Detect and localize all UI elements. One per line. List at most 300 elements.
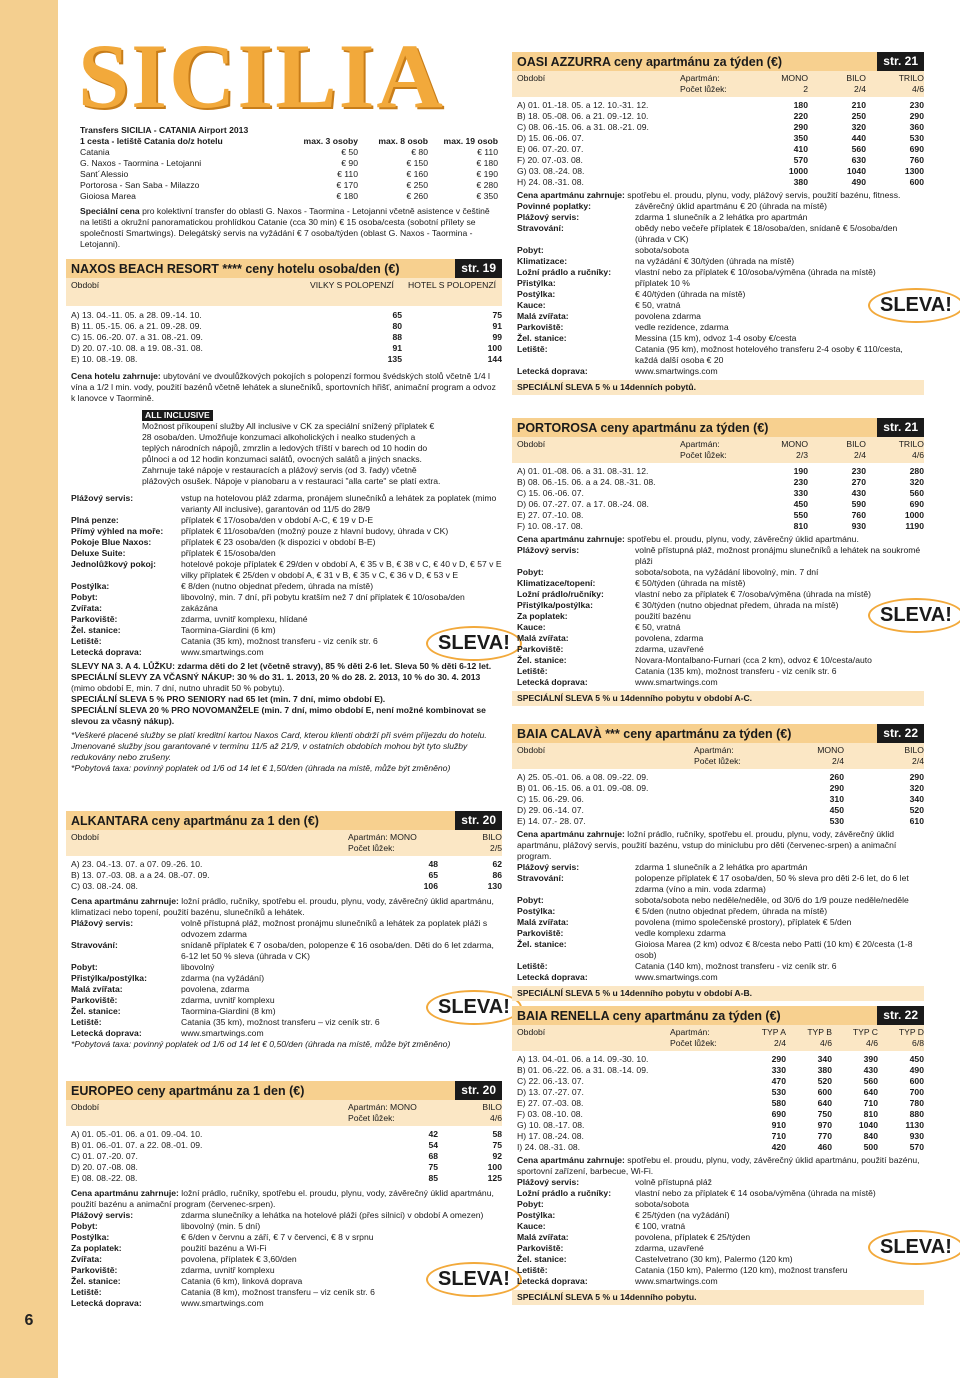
price-cell: 1000 bbox=[788, 166, 808, 176]
sleva-badge: SLEVA! bbox=[426, 990, 522, 1025]
info-label: Letecká doprava: bbox=[71, 647, 142, 657]
price-cell: 290 bbox=[829, 783, 844, 793]
info-value: www.smartwings.com bbox=[635, 677, 718, 687]
info-value: Taormina-Giardini (6 km) bbox=[181, 625, 276, 635]
calava-header: BAIA CALAVÀ *** ceny apartmánu za týden (€) str. 22 bbox=[512, 724, 924, 743]
period-cell: E) 06. 07.-20. 07. bbox=[517, 144, 584, 154]
info-row bbox=[512, 600, 924, 611]
info-row bbox=[512, 961, 924, 972]
info-label: Parkoviště: bbox=[71, 614, 118, 624]
info-value: www.smartwings.com bbox=[181, 647, 264, 657]
note: Jmenované služby jsou garantované v termínu 11/5 až 21/9, v ostatních obdobích mohou být tyto služby redukovány nebo zrušeny. bbox=[71, 741, 468, 762]
info-value: € 40/týden (úhrada na místě) bbox=[635, 289, 746, 299]
price-cell: 330 bbox=[793, 488, 808, 498]
renella-includes: Cena apartmánu zahrnuje: spotřebu el. proudu, plynu, vody, závěrečný úklid apartmánu, použití bazénu, sportovní zařízení, barbecue, Wi-Fi. bbox=[517, 1155, 920, 1176]
info-label: Malá zvířata: bbox=[517, 917, 569, 927]
price-cell: 250 bbox=[851, 111, 866, 121]
period-cell: C) 01. 07.-20. 07. bbox=[71, 1151, 138, 1161]
header-cell: 2/4 bbox=[912, 756, 924, 766]
price-cell: 100 bbox=[487, 343, 502, 353]
price-cell: 390 bbox=[863, 1054, 878, 1064]
info-row bbox=[512, 1199, 924, 1210]
price-cell: 65 bbox=[392, 310, 402, 320]
info-value: povolena, zdarma bbox=[635, 633, 704, 643]
info-label: Postýlka: bbox=[517, 906, 556, 916]
price-cell: 220 bbox=[793, 111, 808, 121]
price-cell: 135 bbox=[387, 354, 402, 364]
alkantara-header: ALKANTARA ceny apartmánu za 1 den (€) str. 20 bbox=[66, 811, 502, 830]
info-row bbox=[512, 906, 924, 917]
price-cell: 58 bbox=[492, 1129, 502, 1139]
info-value: € 100, vratná bbox=[635, 1221, 686, 1231]
info-row bbox=[512, 644, 924, 655]
transfer-cell: € 190 bbox=[476, 169, 498, 179]
info-row bbox=[66, 614, 502, 625]
naxos-col-header: Období VILKY S POLOPENZÍ HOTEL S POLOPENZÍ bbox=[66, 278, 502, 306]
info-row bbox=[512, 611, 924, 622]
header-row bbox=[517, 84, 924, 95]
info-label: Kauce: bbox=[517, 300, 546, 310]
renella-header: BAIA RENELLA ceny apartmánu za týden (€) str. 22 bbox=[512, 1006, 924, 1025]
info-value: € 6/den v červnu a září, € 7 v červenci, € 8 v srpnu bbox=[181, 1232, 374, 1242]
price-cell: 290 bbox=[793, 122, 808, 132]
info-label: Letiště: bbox=[517, 666, 548, 676]
header-row bbox=[517, 1038, 924, 1049]
price-cell: 690 bbox=[771, 1109, 786, 1119]
info-value: hotelové pokoje příplatek € 29/den v období A, € 35 v B, € 38 v C, € 40 v D, € 57 v E vilky příplatek € 25/den v období A, € 31 v B, € 35 v C, € 36 v D, € 53 v E bbox=[181, 559, 502, 580]
portorosa-col-header bbox=[512, 437, 924, 463]
info-value: Catania (95 km), možnost hotelového transferu 2-4 osoby € 110/cesta, každá další osoba € 20 bbox=[635, 344, 903, 365]
price-cell: 290 bbox=[909, 772, 924, 782]
period-cell: B) 13. 07.-03. 08. a a 24. 08.-07. 09. bbox=[71, 870, 210, 880]
header-cell: Období bbox=[517, 745, 546, 755]
info-row bbox=[512, 589, 924, 600]
period-cell: A) 23. 04.-13. 07. a 07. 09.-26. 10. bbox=[71, 859, 203, 869]
europeo-header: EUROPEO ceny apartmánu za 1 den (€) str. 20 bbox=[66, 1081, 502, 1100]
info-row bbox=[512, 633, 924, 644]
info-label: Pokoje Blue Naxos: bbox=[71, 537, 152, 547]
table-row bbox=[512, 144, 924, 155]
period-cell: F) 03. 08.-10. 08. bbox=[517, 1109, 583, 1119]
info-label: Stravování: bbox=[517, 873, 564, 883]
header-cell: 2/3 bbox=[796, 450, 808, 460]
price-cell: 710 bbox=[863, 1098, 878, 1108]
table-row bbox=[512, 1098, 924, 1109]
price-cell: 340 bbox=[909, 794, 924, 804]
price-cell: 600 bbox=[909, 1076, 924, 1086]
price-cell: 490 bbox=[909, 1065, 924, 1075]
info-value: www.smartwings.com bbox=[181, 1028, 264, 1038]
info-row bbox=[512, 1177, 924, 1188]
info-label: Klimatizace/topení: bbox=[517, 578, 596, 588]
info-label: Za poplatek: bbox=[517, 611, 568, 621]
price-cell: 450 bbox=[909, 1054, 924, 1064]
price-cell: 230 bbox=[909, 100, 924, 110]
info-row bbox=[512, 567, 924, 578]
header-cell: 2/4 bbox=[854, 84, 866, 94]
header-cell: MONO bbox=[817, 745, 844, 755]
transfer-cell: € 150 bbox=[406, 158, 428, 168]
info-value: Catania (8 km), možnost transferu – viz ceník str. 6 bbox=[181, 1287, 375, 1297]
price-cell: 106 bbox=[423, 881, 438, 891]
table-row bbox=[512, 466, 924, 477]
price-cell: 430 bbox=[851, 488, 866, 498]
table-row bbox=[512, 477, 924, 488]
transfer-cell: € 180 bbox=[336, 191, 358, 201]
period-cell: B) 01. 06.-22. 06. a 31. 08.-14. 09. bbox=[517, 1065, 649, 1075]
period-cell: D) 20. 07.-08. 08. bbox=[71, 1162, 138, 1172]
info-row bbox=[512, 1210, 924, 1221]
portorosa-header: PORTOROSA ceny apartmánu za týden (€) str. 21 bbox=[512, 418, 924, 437]
info-row bbox=[512, 212, 924, 223]
price-cell: 450 bbox=[829, 805, 844, 815]
price-cell: 690 bbox=[909, 144, 924, 154]
table-row bbox=[66, 321, 502, 332]
note: *Pobytová taxa: povinný poplatek od 1/6 od 14 let € 1,50/den (úhrada na místě, může být změněno) bbox=[71, 763, 451, 773]
oasi-header: OASI AZZURRA ceny apartmánu za týden (€) str. 21 bbox=[512, 52, 924, 71]
period-cell: G) 03. 08.-24. 08. bbox=[517, 166, 585, 176]
price-cell: 80 bbox=[392, 321, 402, 331]
period-cell: E) 10. 08.-19. 08. bbox=[71, 354, 138, 364]
info-row bbox=[66, 581, 502, 592]
info-label: Stravování: bbox=[517, 223, 564, 233]
header-cell: Apartmán: bbox=[694, 745, 734, 755]
transfer-cell: € 50 bbox=[341, 147, 358, 157]
portorosa-special: SPECIÁLNÍ SLEVA 5 % u 14denního pobytu v období A-C. bbox=[512, 691, 924, 706]
info-value: volně přístupná pláž bbox=[635, 1177, 712, 1187]
info-value: Catania (35 km), možnost transferu – viz ceník str. 6 bbox=[181, 1017, 380, 1027]
info-label: Letiště: bbox=[71, 1287, 102, 1297]
price-cell: 840 bbox=[863, 1131, 878, 1141]
price-cell: 600 bbox=[909, 177, 924, 187]
info-value: www.smartwings.com bbox=[635, 972, 718, 982]
info-label: Plná penze: bbox=[71, 515, 119, 525]
info-value: volně přístupná pláž, možnost pronájmu slunečníků a lehátek za poplatek pláži s odvozem zdarma bbox=[181, 918, 488, 939]
info-label: Plážový servis: bbox=[517, 545, 580, 555]
info-label: Zvířata: bbox=[71, 1254, 103, 1264]
info-value: zdarma 1 slunečník a 2 lehátka pro apartmán bbox=[635, 862, 808, 872]
transfer-row bbox=[80, 180, 498, 191]
info-label: Plážový servis: bbox=[71, 1210, 134, 1220]
header-cell: Apartmán: bbox=[680, 73, 720, 83]
info-label: Přistýlka/postýlka: bbox=[71, 973, 147, 983]
info-value: příplatek € 11/osoba/den (možný pouze z hlavní budovy, úhrada v CK) bbox=[181, 526, 449, 536]
info-value: € 8/den (nutno objednat předem, úhrada na místě) bbox=[181, 581, 374, 591]
portorosa-section bbox=[512, 418, 924, 706]
price-cell: 780 bbox=[909, 1098, 924, 1108]
info-label: Pobyt: bbox=[517, 1199, 544, 1209]
info-row bbox=[512, 311, 924, 322]
price-cell: 92 bbox=[492, 1151, 502, 1161]
info-row bbox=[512, 1254, 924, 1265]
price-cell: 530 bbox=[909, 133, 924, 143]
table-row bbox=[512, 1120, 924, 1131]
transfer-cell: Gioiosa Marea bbox=[80, 191, 136, 201]
price-cell: 125 bbox=[487, 1173, 502, 1183]
renella-col-header bbox=[512, 1025, 924, 1051]
header-cell: BILO bbox=[904, 745, 924, 755]
info-row bbox=[512, 278, 924, 289]
info-row bbox=[66, 1298, 502, 1309]
info-label: Pobyt: bbox=[517, 567, 544, 577]
info-value: obědy nebo večeře příplatek € 18/osoba/den, snídaně € 5/osoba/den (úhrada v CK) bbox=[635, 223, 898, 244]
price-cell: 380 bbox=[793, 177, 808, 187]
info-value: povolena (mimo společenské prostory), příplatek € 5/den bbox=[635, 917, 852, 927]
period-cell: C) 03. 08.-24. 08. bbox=[71, 881, 138, 891]
transfer-row bbox=[80, 158, 498, 169]
period-cell: F) 20. 07.-03. 08. bbox=[517, 155, 583, 165]
table-row bbox=[512, 1087, 924, 1098]
table-row bbox=[66, 1162, 502, 1173]
price-cell: 930 bbox=[851, 521, 866, 531]
info-row bbox=[66, 984, 502, 995]
info-value: libovolný bbox=[181, 962, 215, 972]
info-label: Letecká doprava: bbox=[71, 1028, 142, 1038]
info-row bbox=[66, 1254, 502, 1265]
price-cell: 99 bbox=[492, 332, 502, 342]
info-value: Gioiosa Marea (2 km) odvoz € 8/cesta nebo Patti (10 km) € 20/cesta (1-8 osob) bbox=[635, 939, 913, 960]
price-cell: 530 bbox=[829, 816, 844, 826]
price-cell: 910 bbox=[771, 1120, 786, 1130]
portorosa-includes: Cena apartmánu zahrnuje: spotřebu el. proudu, plynu, vody, závěrečný úklid apartmánu. bbox=[517, 534, 859, 544]
page-number: 6 bbox=[24, 1312, 34, 1329]
info-value: snídaně příplatek € 7 osoba/den, polopenze € 16 osoba/den. Děti do 6 let zdarma, 6-12 let 50 % sleva (úhrada v CK) bbox=[181, 940, 494, 961]
header-cell bbox=[517, 1038, 670, 1049]
info-value: Catania (150 km), Palermo (120 km), možnost transferu bbox=[635, 1265, 848, 1275]
info-value: libovolný (min. 5 dní) bbox=[181, 1221, 261, 1231]
page-title: SICILIA bbox=[78, 25, 445, 127]
info-label: Letecká doprava: bbox=[517, 677, 588, 687]
info-row bbox=[66, 548, 502, 559]
price-cell: 640 bbox=[817, 1098, 832, 1108]
price-cell: 1300 bbox=[904, 166, 924, 176]
info-row bbox=[512, 622, 924, 633]
transfer-cell: € 350 bbox=[476, 191, 498, 201]
info-value: Novara-Montalbano-Furnari (cca 2 km), odvoz € 10/cesta/auto bbox=[635, 655, 872, 665]
header-row bbox=[517, 756, 924, 767]
info-value: libovolný, min. 7 dní, při pobytu kratším než 7 dní příplatek € 10/osoba/den bbox=[181, 592, 465, 602]
info-label: Ložní prádlo/ručníky: bbox=[517, 589, 604, 599]
header-cell: 4/6 bbox=[912, 450, 924, 460]
naxos-section bbox=[66, 259, 502, 774]
table-row bbox=[66, 1151, 502, 1162]
info-value: vstup na hotelovou pláž zdarma, pronájem slunečníků a lehátek za poplatek (mimo varianty All inclusive), garantován od 11/5 do 28/9 bbox=[181, 493, 497, 514]
price-cell: 560 bbox=[863, 1076, 878, 1086]
price-cell: 500 bbox=[863, 1142, 878, 1152]
info-value: Castelvetrano (30 km), Palermo (120 km) bbox=[635, 1254, 793, 1264]
calava-section bbox=[512, 724, 924, 1001]
period-cell: B) 01. 06.-01. 07. a 22. 08.-01. 09. bbox=[71, 1140, 203, 1150]
info-label: Letecká doprava: bbox=[517, 1276, 588, 1286]
price-cell: 770 bbox=[817, 1131, 832, 1141]
info-value: použití bazénu bbox=[635, 611, 691, 621]
table-row bbox=[512, 510, 924, 521]
header-cell: BILO bbox=[846, 439, 866, 449]
transfer-row bbox=[80, 191, 498, 202]
info-row bbox=[66, 603, 502, 614]
table-row bbox=[512, 794, 924, 805]
period-cell: H) 24. 08.-31. 08. bbox=[517, 177, 584, 187]
price-cell: 570 bbox=[793, 155, 808, 165]
price-cell: 230 bbox=[793, 477, 808, 487]
info-value: vlastní nebo za příplatek € 10/osoba/výměna (úhrada na místě) bbox=[635, 267, 876, 277]
period-cell: E) 14. 07.- 28. 07. bbox=[517, 816, 586, 826]
alkantara-includes: Cena apartmánu zahrnuje: ložní prádlo, ručníky, spotřebu el. proudu, plynu, vody, závěrečný úklid apartmánu, klimatizaci nebo topení, použití bazénu, slunečníků a lehátek. bbox=[71, 896, 494, 917]
header-cell: TYP C bbox=[852, 1027, 878, 1037]
info-row bbox=[66, 526, 502, 537]
price-cell: 130 bbox=[487, 881, 502, 891]
info-value: příplatek € 15/osoba/den bbox=[181, 548, 276, 558]
price-cell: 68 bbox=[428, 1151, 438, 1161]
table-row bbox=[512, 155, 924, 166]
header-cell: 2/4 bbox=[854, 450, 866, 460]
info-value: zdarma, uvnitř komplexu, hlídané bbox=[181, 614, 308, 624]
header-cell: Období bbox=[517, 1027, 546, 1037]
table-row bbox=[512, 1109, 924, 1120]
header-cell: TRILO bbox=[898, 73, 924, 83]
info-value: vlastní nebo za příplatek € 7/osoba/výměna (úhrada na místě) bbox=[635, 589, 871, 599]
info-label: Parkoviště: bbox=[517, 1243, 564, 1253]
renella-section bbox=[512, 1006, 924, 1305]
info-value: € 50, vratná bbox=[635, 300, 681, 310]
info-label: Ložní prádlo a ručníky: bbox=[517, 267, 612, 277]
price-cell: 48 bbox=[428, 859, 438, 869]
info-value: Catania (135 km), možnost transferu - viz ceník str. 6 bbox=[635, 666, 837, 676]
header-cell: 4/6 bbox=[820, 1038, 832, 1048]
info-row bbox=[512, 545, 924, 567]
note: *Veškeré placené služby se platí kreditní kartou Naxos Card, kterou klienti obdrží při svém příjezdu do hotelu. bbox=[71, 730, 487, 740]
transfer-cell: € 160 bbox=[406, 169, 428, 179]
header-cell: Apartmán: bbox=[670, 1027, 710, 1037]
info-row bbox=[512, 1232, 924, 1243]
header-cell: Počet lůžek: bbox=[694, 756, 741, 766]
price-cell: 630 bbox=[851, 155, 866, 165]
info-row bbox=[512, 1276, 924, 1287]
info-value: zakázána bbox=[181, 603, 218, 613]
period-cell: C) 15. 06.-20. 07. a 31. 08.-21. 09. bbox=[71, 332, 203, 342]
header-cell: Období bbox=[517, 73, 546, 83]
price-cell: 1190 bbox=[905, 521, 924, 531]
price-cell: 970 bbox=[817, 1120, 832, 1130]
transfers-heading: Transfers SICILIA - CATANIA Airport 2013 bbox=[80, 125, 249, 135]
price-cell: 270 bbox=[851, 477, 866, 487]
transfer-row bbox=[80, 169, 498, 180]
period-cell: A) 13. 04.-11. 05. a 28. 09.-14. 10. bbox=[71, 310, 202, 320]
header-row bbox=[517, 439, 924, 450]
table-row bbox=[512, 1076, 924, 1087]
price-cell: 710 bbox=[771, 1131, 786, 1141]
transfer-cell: € 170 bbox=[336, 180, 358, 190]
price-cell: 260 bbox=[829, 772, 844, 782]
info-row bbox=[512, 267, 924, 278]
header-cell: TYP B bbox=[807, 1027, 832, 1037]
price-cell: 600 bbox=[817, 1087, 832, 1097]
table-row bbox=[512, 521, 924, 532]
table-row bbox=[512, 1131, 924, 1142]
price-cell: 450 bbox=[793, 499, 808, 509]
info-row bbox=[512, 677, 924, 688]
price-cell: 380 bbox=[817, 1065, 832, 1075]
header-row bbox=[517, 745, 924, 756]
info-value: na vyžádání € 30/týden (úhrada na místě) bbox=[635, 256, 795, 266]
transfer-cell: Catania bbox=[80, 147, 110, 157]
price-cell: 1040 bbox=[846, 166, 866, 176]
info-value: € 5/den (nutno objednat předem, úhrada na místě) bbox=[635, 906, 828, 916]
calava-special: SPECIÁLNÍ SLEVA 5 % u 14denního pobytu v období A-B. bbox=[512, 986, 924, 1001]
period-cell: C) 08. 06.-15. 06. a 31. 08.-21. 09. bbox=[517, 122, 649, 132]
period-cell: C) 22. 06.-13. 07. bbox=[517, 1076, 584, 1086]
price-cell: 230 bbox=[851, 466, 866, 476]
info-row bbox=[66, 962, 502, 973]
info-label: Malá zvířata: bbox=[517, 311, 569, 321]
transfer-cell: € 90 bbox=[341, 158, 358, 168]
table-row bbox=[512, 499, 924, 510]
period-cell: D) 20. 07.-10. 08. a 19. 08.-31. 08. bbox=[71, 343, 203, 353]
header-cell bbox=[517, 450, 680, 461]
period-cell: C) 15. 06.-06. 07. bbox=[517, 488, 584, 498]
info-label: Zvířata: bbox=[71, 603, 103, 613]
info-value: Catania (35 km), možnost transferu - viz ceník str. 6 bbox=[181, 636, 378, 646]
price-cell: 610 bbox=[909, 816, 924, 826]
info-value: sobota/sobota bbox=[635, 245, 689, 255]
table-row bbox=[66, 881, 502, 892]
info-row bbox=[66, 559, 502, 581]
header-cell: Období bbox=[517, 439, 546, 449]
info-value: polopenze příplatek € 17 osoba/den, 50 % sleva pro děti 2-6 let, do 6 let zdarma (víno a min. voda zdarma) bbox=[635, 873, 909, 894]
price-cell: 760 bbox=[909, 155, 924, 165]
info-row bbox=[66, 592, 502, 603]
transfer-cell: € 110 bbox=[477, 147, 498, 157]
table-row bbox=[66, 310, 502, 321]
period-cell: D) 15. 06.-06. 07. bbox=[517, 133, 584, 143]
table-row bbox=[512, 111, 924, 122]
price-cell: 320 bbox=[909, 783, 924, 793]
table-row bbox=[512, 1065, 924, 1076]
header-cell: 4/6 bbox=[866, 1038, 878, 1048]
info-label: Malá zvířata: bbox=[517, 633, 569, 643]
special-offer: SPECIÁLNÍ SLEVA 5 % PRO SENIORY nad 65 let (min. 7 dní, mimo období E). bbox=[71, 694, 386, 704]
info-row bbox=[512, 666, 924, 677]
price-cell: 144 bbox=[487, 354, 502, 364]
period-cell: H) 17. 08.-24. 08. bbox=[517, 1131, 584, 1141]
all-inclusive-box: ALL INCLUSIVE Možnost příkoupení služby All inclusive v CK za speciální snížený příplatek € 28 osoba/den. Umožňuje konzumaci alkoholických i nealko studených a teplých národních nápojů, zmrzlin a ledových tříští v barech od 10 hodin do půlnoci a od 12 hodin konzumaci salátů, ovocných salátů a jiných snacks. Zahrnuje také nápoje v restauracích a plážový servis (od 3. řady) včetně plážových osušek. Nápoje v pianobaru a v restauraci "alla carte" se platí extra. bbox=[142, 410, 441, 486]
info-value: www.smartwings.com bbox=[635, 366, 718, 376]
info-label: Parkoviště: bbox=[517, 928, 564, 938]
table-row bbox=[512, 177, 924, 188]
info-label: Letiště: bbox=[71, 636, 102, 646]
transfer-row bbox=[80, 147, 498, 158]
info-label: Žel. stanice: bbox=[517, 939, 567, 949]
info-value: € 25/týden (na vyžádání) bbox=[635, 1210, 730, 1220]
info-value: Catania (6 km), linková doprava bbox=[181, 1276, 303, 1286]
period-cell: D) 13. 07.-27. 07. bbox=[517, 1087, 584, 1097]
price-cell: 320 bbox=[851, 122, 866, 132]
price-cell: 1130 bbox=[905, 1120, 924, 1130]
info-label: Letiště: bbox=[71, 1017, 102, 1027]
info-label: Plážový servis: bbox=[71, 493, 134, 503]
info-label: Postýlka: bbox=[517, 289, 556, 299]
period-cell: F) 10. 08.-17. 08. bbox=[517, 521, 583, 531]
info-label: Pobyt: bbox=[71, 962, 98, 972]
info-row bbox=[66, 493, 502, 515]
price-cell: 590 bbox=[851, 499, 866, 509]
naxos-includes: Cena hotelu zahrnuje: ubytování ve dvoulůžkových pokojích s polopenzí formou švédských stolů včetně 1/4 l vína a 1/2 l min. vody, použití bazénů včetně lehátek a slunečníků, sportovních hřišť, animační program a odvoz k lanovce v Taormině. bbox=[71, 371, 496, 403]
price-cell: 91 bbox=[492, 321, 502, 331]
table-row bbox=[512, 488, 924, 499]
info-value: zdarma (na vyžádání) bbox=[181, 973, 265, 983]
info-row bbox=[512, 1221, 924, 1232]
sleva-badge: SLEVA! bbox=[868, 1230, 960, 1265]
